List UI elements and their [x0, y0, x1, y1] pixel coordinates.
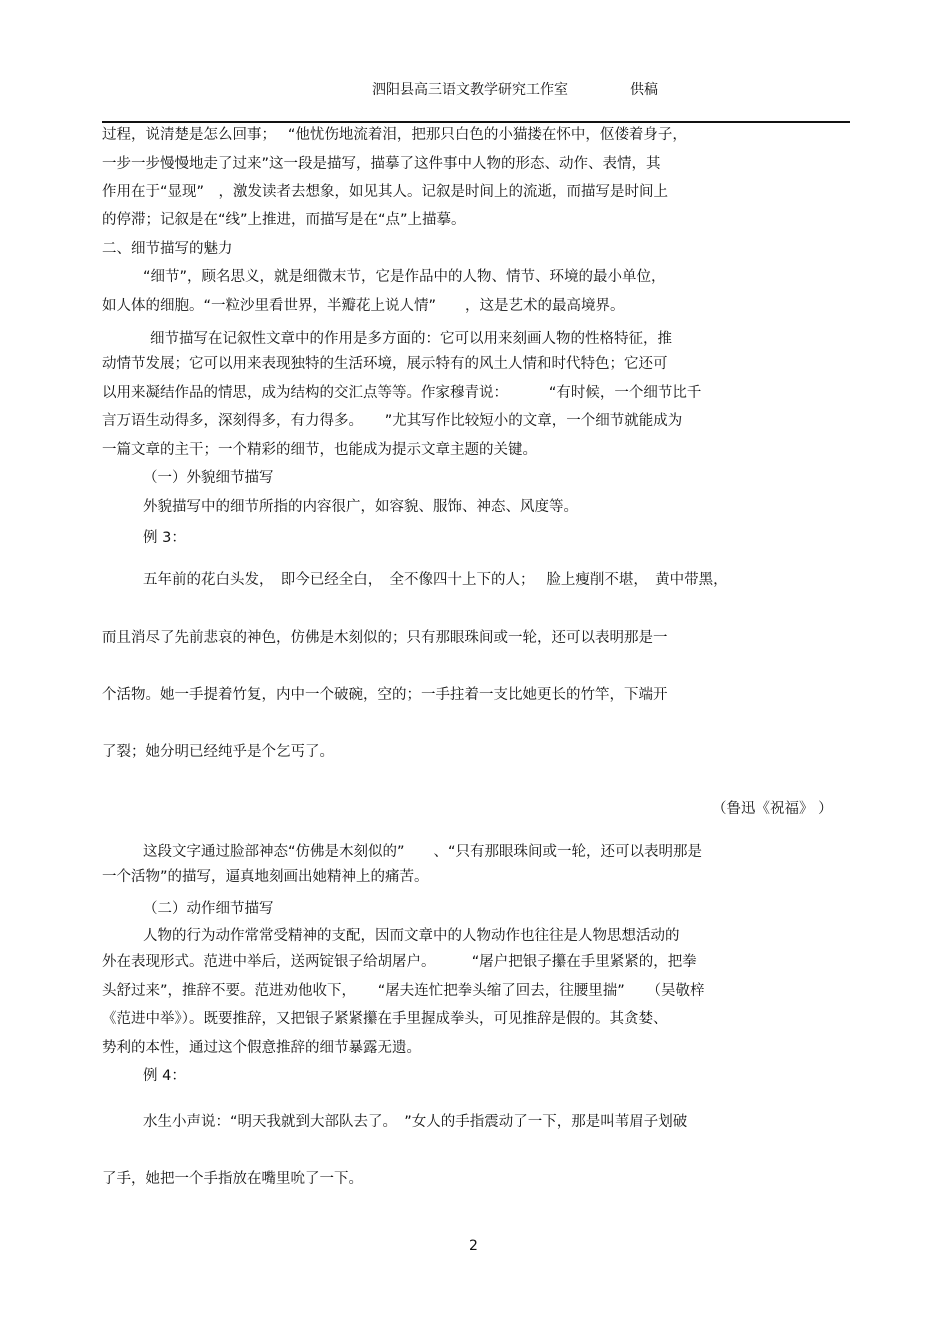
header-credit: 供稿 — [630, 82, 658, 98]
text-line: 势利的本性，通过这个假意推辞的细节暴露无遗。 — [102, 1040, 421, 1056]
text-line: 过程，说清楚是怎么回事； “他忧伤地流着泪，把那只白色的小猫搂在怀中，伛偻着身子， — [102, 127, 687, 143]
text-line: 一篇文章的主干；一个精彩的细节，也能成为提示文章主题的关键。 — [102, 442, 537, 458]
quote-source: （鲁迅《祝福》 ） — [712, 801, 833, 817]
example-label: 例 3： — [143, 530, 186, 546]
text-line: 人物的行为动作常常受精神的支配，因而文章中的人物动作也往往是人物思想活动的 — [143, 928, 680, 944]
text-line: 的停滞；记叙是在“线”上推进，而描写是在“点”上描摹。 — [102, 212, 466, 228]
quote-line: 五年前的花白头发， 即今已经全白， 全不像四十上下的人； 脸上瘦削不堪， 黄中带黑， — [143, 572, 728, 588]
text-line: “细节”，顾名思义，就是细微末节，它是作品中的人物、情节、环境的最小单位， — [143, 269, 666, 285]
example-label: 例 4： — [143, 1068, 186, 1084]
text-line: 外在表现形式。范进中举后，送两锭银子给胡屠户。 “屠户把银子攥在手里紧紧的，把拳 — [102, 954, 697, 970]
section-heading: 二、细节描写的魅力 — [102, 241, 233, 257]
text-line: 细节描写在记叙性文章中的作用是多方面的：它可以用来刻画人物的性格特征，推 — [150, 331, 672, 347]
header-title: 泗阳县高三语文教学研究工作室 — [372, 82, 568, 98]
text-line: 头舒过来”，推辞不要。范进劝他收下， “屠夫连忙把拳头缩了回去，往腰里揣” （吴敬梓 — [102, 983, 705, 999]
text-line: 一步一步慢慢地走了过来”这一段是描写，描摹了这件事中人物的形态、动作、表情，其 — [102, 156, 661, 172]
subsection-heading: （一）外貌细节描写 — [143, 470, 274, 486]
text-line: 如人体的细胞。“一粒沙里看世界，半瓣花上说人情” ，这是艺术的最高境界。 — [102, 298, 625, 314]
page-number: 2 — [469, 1238, 478, 1254]
subsection-heading: （二）动作细节描写 — [143, 901, 274, 917]
quote-line: 个活物。她一手提着竹复，内中一个破碗，空的；一手拄着一支比她更长的竹竿，下端开 — [102, 687, 668, 703]
page-header — [372, 79, 658, 99]
quote-line: 了裂；她分明已经纯乎是个乞丐了。 — [102, 744, 334, 760]
text-line: 这段文字通过脸部神态“仿佛是木刻似的” 、“只有那眼珠间或一轮，还可以表明那是 — [143, 844, 703, 860]
text-line: 一个活物”的描写，逼真地刻画出她精神上的痛苦。 — [102, 869, 429, 885]
text-line: 外貌描写中的细节所指的内容很广，如容貌、服饰、神态、风度等。 — [143, 499, 578, 515]
quote-line: 水生小声说：“明天我就到大部队去了。 ”女人的手指震动了一下，那是叫苇眉子划破 — [143, 1114, 688, 1130]
header-rule — [102, 121, 850, 123]
text-line: 言万语生动得多，深刻得多，有力得多。 ”尤其写作比较短小的文章，一个细节就能成为 — [102, 413, 683, 429]
quote-line: 而且消尽了先前悲哀的神色，仿佛是木刻似的；只有那眼珠间或一轮，还可以表明那是一 — [102, 630, 668, 646]
text-line: 《范进中举》）。既要推辞，又把银子紧紧攥在手里握成拳头，可见推辞是假的。其贪婪、 — [102, 1011, 668, 1027]
quote-line: 了手，她把一个手指放在嘴里吮了一下。 — [102, 1171, 363, 1187]
text-line: 动情节发展；它可以用来表现独特的生活环境，展示特有的风土人情和时代特色；它还可 — [102, 356, 668, 372]
text-line: 以用来凝结作品的情思，成为结构的交汇点等等。作家穆青说： “有时候，一个细节比千 — [102, 385, 702, 401]
text-line: 作用在于“显现” ，激发读者去想象，如见其人。记叙是时间上的流逝，而描写是时间上 — [102, 184, 669, 200]
